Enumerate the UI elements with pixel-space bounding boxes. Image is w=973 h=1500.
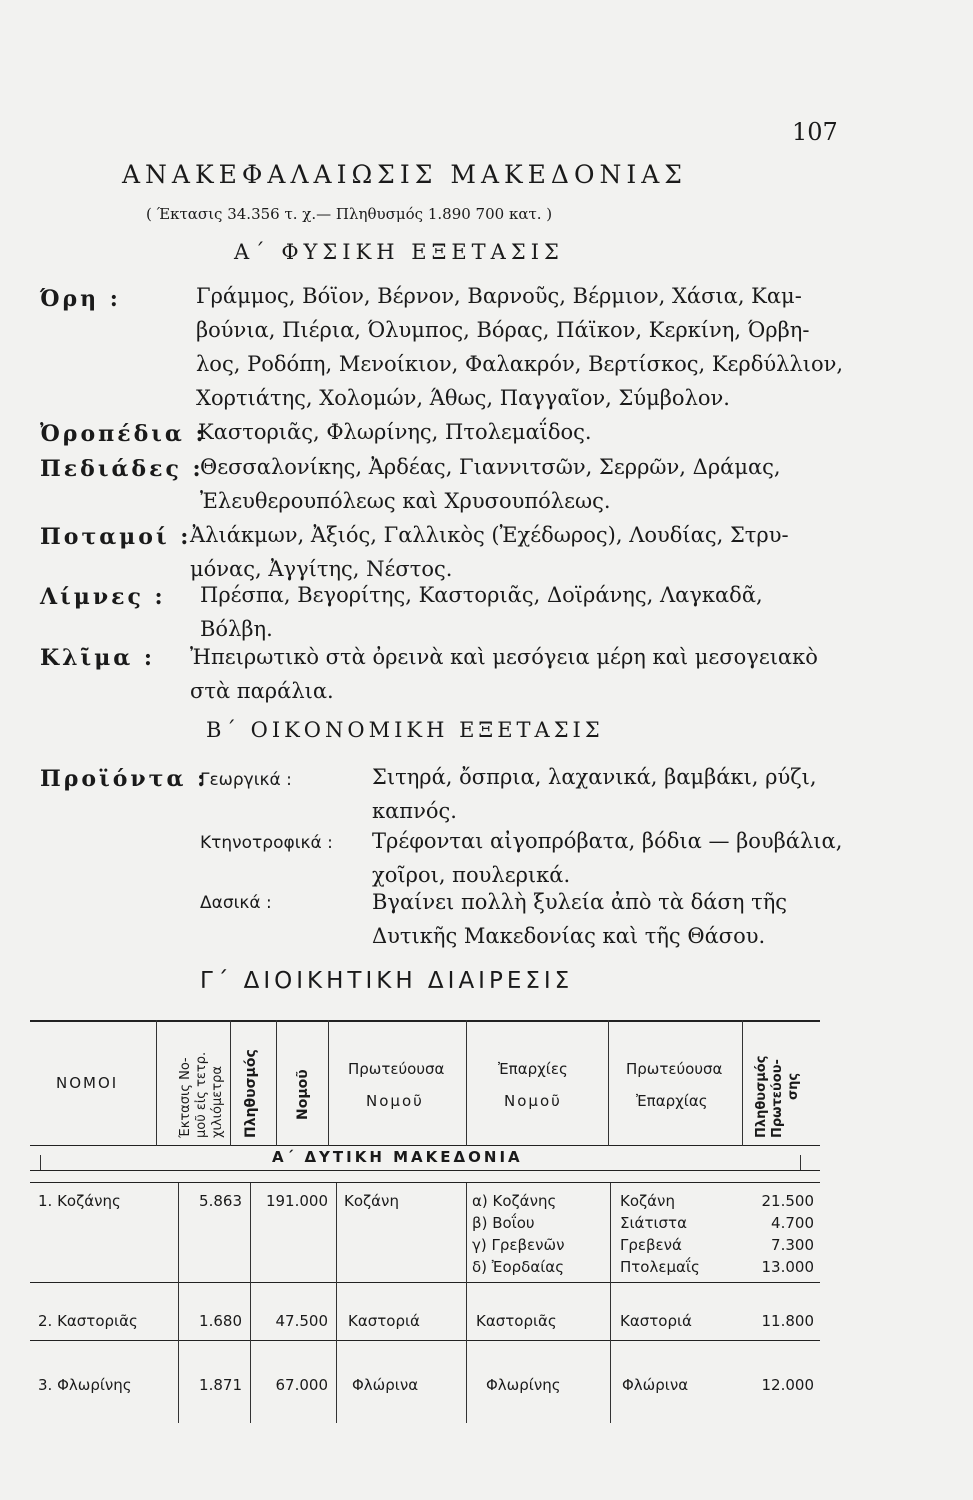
header-protevousa-eparchias-2: Ἐπαρχίας	[636, 1092, 708, 1110]
text-line: Θεσσαλονίκης, Ἀρδέας, Γιαννιτσῶν, Σερρῶν, Δράμας,	[200, 455, 781, 479]
text-line: χοῖροι, πουλερικά.	[372, 863, 571, 887]
text-line: Σιτηρά, ὄσπρια, λαχανικά, βαμβάκι, ρύζι,	[372, 765, 817, 789]
header-protevousa-nomou: Πρωτεύουσα	[348, 1060, 445, 1078]
header-eparchies-2: Νομοῦ	[504, 1092, 562, 1110]
row1-eparchia-3: γ) Γρεβενῶν	[472, 1236, 565, 1254]
row1-protevousa-ep-4: Πτολεμαΐς	[620, 1258, 700, 1276]
text-line: Ἠπειρωτικὸ στὰ ὀρεινὰ καὶ μεσόγεια μέρη καὶ μεσογειακὸ	[190, 645, 818, 669]
oropedia-text	[198, 415, 592, 449]
table-section-title: Α΄ ΔΥΤΙΚΗ ΜΑΚΕΔΟΝΙΑ	[272, 1148, 523, 1166]
row1-protevousa-ep-3: Γρεβενά	[620, 1236, 682, 1254]
header-plith-prot-2: Πρωτεύου-	[770, 1059, 785, 1138]
table-col-line	[250, 1183, 251, 1423]
text-line: Τρέφονται αἰγοπρόβατα, βόδια — βουβάλια,	[372, 829, 843, 853]
table-rule	[30, 1282, 820, 1283]
row2-protevousa-ep-1: Καστοριά	[620, 1312, 692, 1330]
text-line: μόνας, Ἀγγίτης, Νέστος.	[190, 557, 453, 581]
header-ektasis-line3: χιλιόμετρα	[210, 1066, 225, 1138]
row2-protevousa: Καστοριά	[348, 1312, 420, 1330]
table-col-line	[466, 1183, 467, 1423]
row1-protevousa-ep-1: Κοζάνη	[620, 1192, 675, 1210]
row1-eparchia-4: δ) Ἐορδαίας	[472, 1258, 564, 1276]
table-col-line	[230, 1020, 231, 1146]
table-col-line	[336, 1183, 337, 1423]
row2-plith-prot-1: 11.800	[761, 1312, 814, 1330]
text-line: στὰ παράλια.	[190, 679, 334, 703]
row1-protevousa: Κοζάνη	[344, 1192, 399, 1210]
header-nomoi: ΝΟΜΟΙ	[56, 1074, 119, 1092]
klima-text	[190, 640, 818, 708]
ktinotrofika-text	[372, 824, 842, 892]
row1-protevousa-ep-2: Σιάτιστα	[620, 1214, 687, 1232]
header-plith-prot-1: Πληθυσμός	[754, 1055, 769, 1138]
text-line: Ἐλευθερουπόλεως καὶ Χρυσουπόλεως.	[200, 489, 611, 513]
row1-nomos: 1. Κοζάνης	[38, 1192, 121, 1210]
text-line: Πρέσπα, Βεγορίτης, Καστοριᾶς, Δοϊράνης, Λαγκαδᾶ,	[200, 583, 763, 607]
text-line: Καστοριᾶς, Φλωρίνης, Πτολεμαΐδος.	[198, 420, 592, 444]
section-b-heading: Β΄ ΟΙΚΟΝΟΜΙΚΗ ΕΞΕΤΑΣΙΣ	[206, 718, 604, 742]
row2-eparchia-1: Καστοριᾶς	[476, 1312, 557, 1330]
administrative-table	[30, 1020, 820, 1440]
table-rule	[30, 1145, 820, 1146]
header-nomou: Νομοῦ	[295, 1069, 311, 1120]
table-col-line	[156, 1020, 157, 1146]
dasika-label: Δασικά :	[200, 893, 272, 913]
table-col-line	[608, 1020, 609, 1146]
text-line: Βγαίνει πολλὴ ξυλεία ἀπὸ τὰ δάση τῆς	[372, 890, 788, 914]
table-rule	[30, 1020, 820, 1022]
page-number: 107	[792, 118, 838, 146]
table-col-line	[276, 1020, 277, 1146]
ori-label: Όρη :	[40, 286, 121, 312]
text-line: Δυτικῆς Μακεδονίας καὶ τῆς Θάσου.	[372, 924, 766, 948]
row1-plith: 191.000	[265, 1192, 328, 1210]
table-col-line	[466, 1020, 467, 1146]
header-protevousa-eparchias: Πρωτεύουσα	[626, 1060, 723, 1078]
pediades-text	[200, 450, 781, 518]
header-eparchies: Ἐπαρχίες	[498, 1060, 568, 1078]
header-plithysmos: Πληθυσμός	[243, 1049, 259, 1138]
table-col-line	[328, 1020, 329, 1146]
header-protevousa-nomou-2: Νομοῦ	[366, 1092, 424, 1110]
table-col-line	[610, 1183, 611, 1423]
row3-nomos: 3. Φλωρίνης	[38, 1376, 132, 1394]
proionta-label: Προϊόντα :	[40, 766, 209, 792]
row1-plith-prot-3: 7.300	[771, 1236, 814, 1254]
klima-label: Κλῖμα :	[40, 645, 156, 671]
limnes-text	[200, 578, 763, 646]
text-line: Χορτιάτης, Χολομών, Άθως, Παγγαῖον, Σύμβολον.	[196, 386, 730, 410]
row3-ektasi: 1.871	[199, 1376, 242, 1394]
row1-plith-prot-4: 13.000	[761, 1258, 814, 1276]
pediades-label: Πεδιάδες :	[40, 456, 204, 482]
row3-eparchia-1: Φλωρίνης	[486, 1376, 561, 1394]
row3-plith-prot-1: 12.000	[761, 1376, 814, 1394]
section-c-heading: Γ΄ ΔΙΟΙΚΗΤΙΚΗ ΔΙΑΙΡΕΣΙΣ	[200, 968, 574, 994]
ori-text	[196, 279, 843, 415]
table-col-line	[800, 1155, 801, 1170]
dasika-text	[372, 885, 787, 953]
ktinotrofika-label: Κτηνοτροφικά :	[200, 833, 333, 853]
row3-protevousa-ep-1: Φλώρινα	[622, 1376, 689, 1394]
georgika-text	[372, 760, 817, 828]
row2-plith: 47.500	[275, 1312, 328, 1330]
table-col-line	[40, 1155, 41, 1170]
table-rule	[30, 1340, 820, 1341]
potamoi-text	[190, 518, 789, 586]
page-title: ΑΝΑΚΕΦΑΛΑΙΩΣΙΣ ΜΑΚΕΔΟΝΙΑΣ	[122, 160, 687, 189]
page-subtitle: ( Έκτασις 34.356 τ. χ.— Πληθυσμός 1.890 700 κατ. )	[146, 205, 553, 223]
row1-ektasi: 5.863	[199, 1192, 242, 1210]
row2-nomos: 2. Καστοριᾶς	[38, 1312, 138, 1330]
row3-protevousa: Φλώρινα	[352, 1376, 419, 1394]
header-ektasis-line1: Έκτασις Νο-	[178, 1057, 193, 1138]
table-rule	[30, 1170, 820, 1171]
oropedia-label: Ὀροπέδια :	[40, 421, 207, 447]
row3-plith: 67.000	[275, 1376, 328, 1394]
table-col-line	[742, 1020, 743, 1146]
limnes-label: Λίμνες :	[40, 584, 166, 610]
table-col-line	[178, 1183, 179, 1423]
header-plith-prot-3: σης	[786, 1072, 801, 1100]
potamoi-label: Ποταμοί :	[40, 524, 192, 550]
row2-ektasi: 1.680	[199, 1312, 242, 1330]
text-line: Ἀλιάκμων, Ἀξιός, Γαλλικὸς (Ἐχέδωρος), Λουδίας, Στρυ-	[190, 523, 789, 547]
row1-eparchia-2: β) Βοΐου	[472, 1214, 535, 1232]
georgika-label: Γεωργικά :	[200, 770, 292, 790]
text-line: λος, Ροδόπη, Μενοίκιον, Φαλακρόν, Βερτίσκος, Κερδύλλιον,	[196, 352, 844, 376]
text-line: Βόλβη.	[200, 617, 273, 641]
text-line: βούνια, Πιέρια, Όλυμπος, Βόρας, Πάϊκον, Κερκίνη, Όρβη-	[196, 318, 810, 342]
table-rule	[30, 1182, 820, 1183]
text-line: καπνός.	[372, 799, 457, 823]
header-ektasis-line2: μοῦ εἰς τετρ.	[194, 1051, 209, 1138]
section-a-heading: Α΄ ΦΥΣΙΚΗ ΕΞΕΤΑΣΙΣ	[234, 240, 564, 264]
row1-eparchia-1: α) Κοζάνης	[472, 1192, 557, 1210]
row1-plith-prot-1: 21.500	[761, 1192, 814, 1210]
text-line: Γράμμος, Βόϊον, Βέρνον, Βαρνοῦς, Βέρμιον, Χάσια, Καμ-	[196, 284, 802, 308]
row1-plith-prot-2: 4.700	[771, 1214, 814, 1232]
